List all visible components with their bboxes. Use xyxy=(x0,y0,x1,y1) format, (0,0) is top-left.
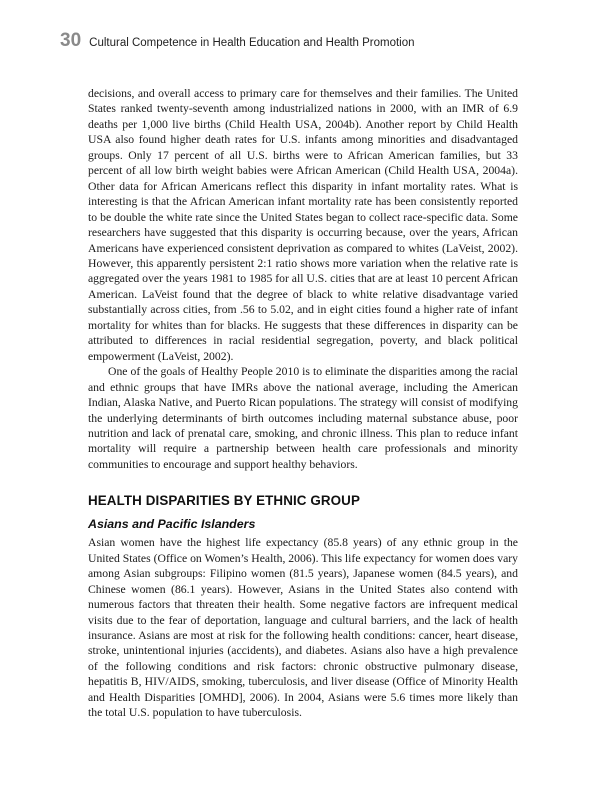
paragraph-infant-mortality: decisions, and overall access to primary care for themselves and their families. The United States ranked twenty-seventh among industrialized nations in 2000, with an IMR of 6.9 deaths per 1,000 live births (Child Health USA, 2004b). Another report by Child Health USA also found higher death rates for U.S. infants among minorities and disadvantaged groups. Only 17 percent of all U.S. births were to African American families, but 33 percent of all low birth weight babies were African American (Child Health USA, 2004a). Other data for African Americans reflect this disparity in infant mortality rates. What is interesting is that the African American infant mortality rate has been consistently reported to be double the white rate since the United States began to collect race-specific data. Some researchers have suggested that this disparity is occurring because, over the years, African Americans have experienced consistent deprivation as compared to whites (LaVeist, 2002). However, this apparently persistent 2:1 ratio shows more variation when the relative rate is aggregated over the years 1981 to 1985 for all U.S. cities that are at least 10 percent African American. LaVeist found that the degree of black to white relative disadvantage varied substantially across cities, from .56 to 5.02, and in eight cities found a higher rate of infant mortality for whites than for blacks. He suggests that these differences in disparity can be attributed to differences in racial residential segregation, poverty, and black political empowerment (LaVeist, 2002). xyxy=(88,87,519,363)
running-title: Cultural Competence in Health Education and Health Promotion xyxy=(89,37,415,49)
running-head xyxy=(60,30,415,52)
section-heading: HEALTH DISPARITIES BY ETHNIC GROUP xyxy=(88,493,360,509)
page-number: 30 xyxy=(60,30,82,51)
paragraph-healthy-people-2010: One of the goals of Healthy People 2010 is to eliminate the disparities among the racial and ethnic groups that have IMRs above the national average, including the American Indian, Alaska Native, and Puerto Rican populations. The strategy will consist of modifying the underlying determinants of birth outcomes including maternal substance abuse, poor nutrition and lack of prenatal care, smoking, and chronic illness. This plan to reduce infant mortality will require a partnership between health care professionals and minority communities to encourage and support healthy behaviors. xyxy=(88,365,518,471)
paragraph-asians-pacific-islanders: Asian women have the highest life expectancy (85.8 years) of any ethnic group in the United States (Office on Women’s Health, 2006). This life expectancy for women does vary among Asian subgroups: Filipino women (81.5 years), Japanese women (84.5 years), and Chinese women (86.1 years). However, Asians in the United States also contend with numerous factors that threaten their health. Some negative factors are infrequent medical visits due to the fear of deportation, language and cultural barriers, and the lack of health insurance. Asians are most at risk for the following health conditions: cancer, heart disease, stroke, unintentional injuries (accidents), and diabetes. Asians also have a high prevalence of the following conditions and risk factors: chronic obstructive pulmonary disease, hepatitis B, HIV/AIDS, smoking, tuberculosis, and liver disease (Office of Minority Health and Health Disparities [OMHD], 2006). In 2004, Asians were 5.6 times more likely than the total U.S. population to have tuberculosis. xyxy=(88,536,518,720)
subsection-heading: Asians and Pacific Islanders xyxy=(88,516,256,531)
body-text xyxy=(88,86,518,721)
